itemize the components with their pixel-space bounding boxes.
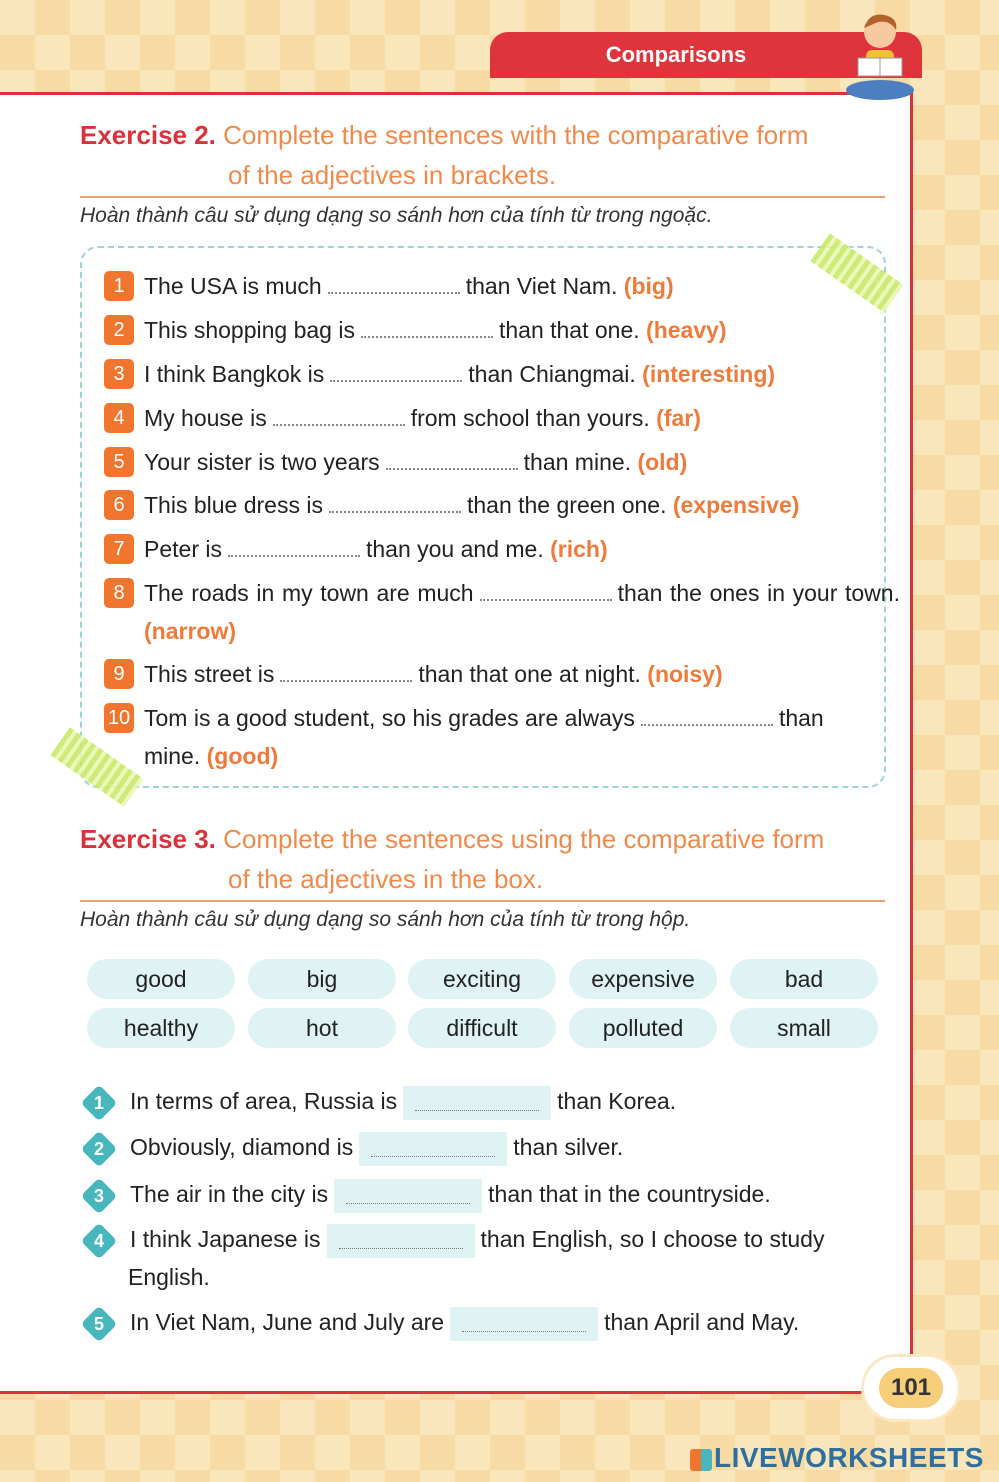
sentence-end: than silver. (513, 1134, 624, 1160)
answer-blank[interactable] (273, 408, 405, 426)
exercise3-title-line2: of the adjectives in the box. (228, 864, 544, 894)
answer-input[interactable] (334, 1179, 482, 1213)
word-box-chip: difficult (408, 1008, 556, 1048)
word-box-chip: exciting (408, 959, 556, 999)
sentence-end: than the green one. (466, 492, 667, 518)
ex3-item (80, 1082, 890, 1120)
sentence-end: than that one. (498, 317, 640, 343)
exercise3-divider (80, 900, 885, 902)
sentence-start: The USA is much (144, 273, 322, 299)
word-box-chip: healthy (87, 1008, 235, 1048)
sentence-start: Your sister is two years (144, 449, 380, 475)
sentence-end: than English, so I choose to study English. (128, 1226, 825, 1290)
brand-name: LIVEWORKSHEETS (714, 1442, 984, 1473)
word-box-chip: big (248, 959, 396, 999)
item-number-badge: 5 (104, 447, 134, 477)
reading-boy-illustration (840, 4, 920, 104)
sentence-start: I think Japanese is (130, 1226, 321, 1252)
sentence-start: This street is (144, 661, 275, 687)
answer-blank[interactable] (280, 664, 412, 682)
word-box-chip: small (730, 1008, 878, 1048)
ex3-item (80, 1175, 890, 1213)
liveworksheets-logo-icon (690, 1449, 712, 1471)
answer-blank[interactable] (361, 320, 493, 338)
item-number-badge: 2 (81, 1131, 118, 1168)
answer-input[interactable] (359, 1132, 507, 1166)
answer-blank[interactable] (329, 495, 461, 513)
word-box-chip: polluted (569, 1008, 717, 1048)
answer-blank[interactable] (386, 452, 518, 470)
exercise2-title-line1: Complete the sentences with the comparative form (223, 120, 809, 150)
answer-blank[interactable] (330, 364, 462, 382)
ex2-item (104, 443, 874, 481)
sentence-start: Obviously, diamond is (130, 1134, 354, 1160)
exercise3-label: Exercise 3. (80, 824, 216, 854)
ex2-item (104, 699, 864, 775)
item-number-badge: 9 (104, 659, 134, 689)
answer-blank[interactable] (641, 708, 773, 726)
answer-blank[interactable] (328, 276, 460, 294)
adjective-hint: (heavy) (646, 317, 727, 343)
exercise3-subtitle: Hoàn thành câu sử dụng dạng so sánh hơn của tính từ trong hộp. (80, 908, 691, 931)
sentence-end: than you and me. (365, 536, 544, 562)
adjective-hint: (big) (623, 273, 674, 299)
sentence-end: than that in the countryside. (488, 1181, 771, 1207)
item-number-badge: 3 (104, 359, 134, 389)
ex2-item (104, 311, 874, 349)
sentence-end: than mine. (523, 449, 632, 475)
word-box-chip: good (87, 959, 235, 999)
exercise2-subtitle: Hoàn thành câu sử dụng dạng so sánh hơn của tính từ trong ngoặc. (80, 204, 713, 227)
sentence-start: In Viet Nam, June and July are (130, 1309, 445, 1335)
item-number-badge: 4 (81, 1223, 118, 1260)
sentence-end: from school than yours. (410, 405, 650, 431)
ex2-item (104, 355, 874, 393)
sentence-end: than April and May. (604, 1309, 800, 1335)
item-number-badge: 5 (81, 1306, 118, 1343)
sentence-start: The air in the city is (130, 1181, 329, 1207)
sentence-end: than that one at night. (418, 661, 641, 687)
word-box-chip: bad (730, 959, 878, 999)
exercise2-divider (80, 196, 885, 198)
answer-blank[interactable] (480, 583, 612, 601)
ex2-item (104, 574, 900, 650)
adjective-hint: (rich) (550, 536, 608, 562)
topic-title: Comparisons (605, 42, 747, 67)
liveworksheets-brand (690, 1442, 984, 1474)
adjective-hint: (old) (637, 449, 688, 475)
exercise3-title-line1: Complete the sentences using the comparative form (223, 824, 825, 854)
adjective-hint: (interesting) (642, 361, 776, 387)
item-number-badge: 6 (104, 490, 134, 520)
ex2-item (104, 486, 874, 524)
adjective-hint: (expensive) (672, 492, 800, 518)
ex2-item (104, 530, 874, 568)
item-number-badge: 10 (104, 703, 134, 733)
sentence-end: than Viet Nam. (465, 273, 618, 299)
item-number-badge: 2 (104, 315, 134, 345)
answer-input[interactable] (403, 1086, 551, 1120)
adjective-hint: (noisy) (647, 661, 723, 687)
sentence-start: The roads in my town are much (144, 580, 474, 606)
page-number: 101 (879, 1368, 943, 1408)
sentence-start: This shopping bag is (144, 317, 355, 343)
item-number-badge: 3 (81, 1178, 118, 1215)
item-number-badge: 1 (104, 271, 134, 301)
ex3-item (80, 1128, 890, 1166)
sentence-start: This blue dress is (144, 492, 323, 518)
exercise3-heading (80, 819, 885, 899)
ex3-item (80, 1220, 890, 1296)
sentence-start: My house is (144, 405, 267, 431)
adjective-hint: (narrow) (144, 618, 236, 644)
sentence-end: than Korea. (557, 1088, 677, 1114)
ex2-item (104, 399, 874, 437)
word-box-chip: expensive (569, 959, 717, 999)
item-number-badge: 8 (104, 578, 134, 608)
sentence-start: In terms of area, Russia is (130, 1088, 398, 1114)
adjective-hint: (far) (656, 405, 701, 431)
ex3-item (80, 1303, 890, 1341)
answer-input[interactable] (450, 1307, 598, 1341)
sentence-end: than Chiangmai. (468, 361, 636, 387)
item-number-badge: 4 (104, 403, 134, 433)
adjective-hint: (good) (206, 743, 279, 769)
exercise2-label: Exercise 2. (80, 120, 216, 150)
exercise2-heading (80, 115, 885, 195)
page-number-badge (864, 1357, 958, 1419)
exercise2-title-line2: of the adjectives in brackets. (228, 160, 557, 190)
word-box-chip: hot (248, 1008, 396, 1048)
item-number-badge: 7 (104, 534, 134, 564)
sentence-start: Peter is (144, 536, 222, 562)
sentence-end: than mine. (144, 705, 824, 769)
sentence-start: Tom is a good student, so his grades are always (144, 705, 635, 731)
ex2-item (104, 655, 874, 693)
answer-input[interactable] (327, 1224, 475, 1258)
sentence-end: than the ones in your town. (617, 580, 900, 606)
item-number-badge: 1 (81, 1085, 118, 1122)
ex2-item (104, 267, 874, 305)
answer-blank[interactable] (228, 539, 360, 557)
sentence-start: I think Bangkok is (144, 361, 325, 387)
